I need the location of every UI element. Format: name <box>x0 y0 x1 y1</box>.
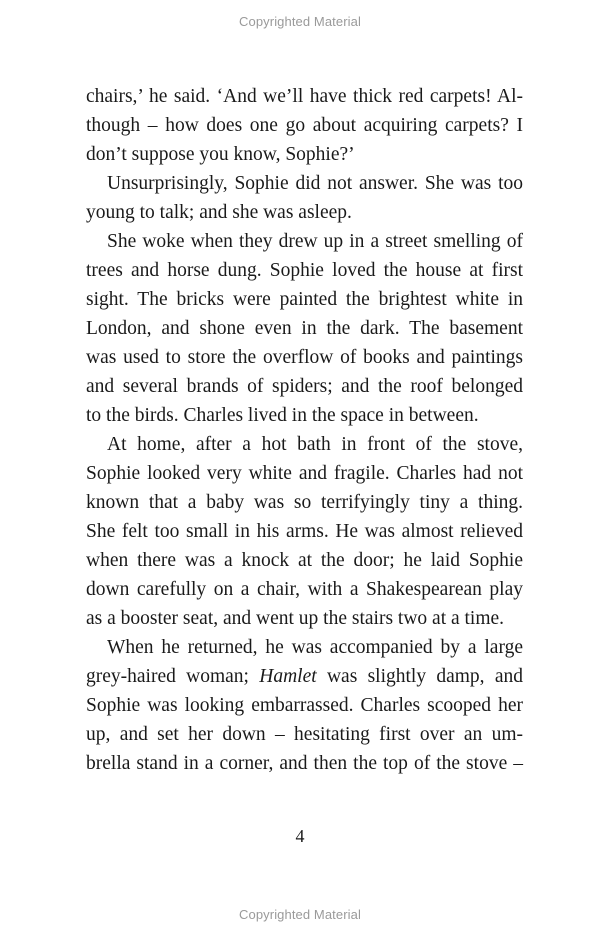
text-line: up, and set her down – hesitating first over an um- <box>86 724 523 745</box>
page-number: 4 <box>295 826 305 846</box>
text-line: Sophie looked very white and fragile. Charles had not <box>86 463 523 484</box>
paragraph-start-line: At home, after a hot bath in front of the stove, <box>107 434 523 455</box>
text-line: brella stand in a corner, and then the top of the stove – <box>86 753 523 774</box>
text-line: chairs,’ he said. ‘And we’ll have thick red carpets! Al- <box>86 86 523 107</box>
copyright-watermark-top: Copyrighted Material <box>239 14 361 29</box>
text-line: Sophie was looking embarrassed. Charles scooped her <box>86 695 523 716</box>
paragraph-start-line: When he returned, he was accompanied by a large <box>107 637 523 658</box>
text-run: was slightly damp, and <box>316 666 523 687</box>
text-line: trees and horse dung. Sophie loved the house at first <box>86 260 523 281</box>
text-line: young to talk; and she was asleep. <box>86 202 352 223</box>
text-line: down carefully on a chair, with a Shakespearean play <box>86 579 523 600</box>
text-line: She felt too small in his arms. He was almost relieved <box>86 521 523 542</box>
text-line: as a booster seat, and went up the stairs two at a time. <box>86 608 505 629</box>
text-line: though – how does one go about acquiring carpets? I <box>86 115 523 136</box>
text-line: London, and shone even in the dark. The basement <box>86 318 523 339</box>
text-line: don’t suppose you know, Sophie?’ <box>86 144 355 165</box>
text-line: was used to store the overflow of books and paintings <box>86 347 523 368</box>
text-line: to the birds. Charles lived in the space in between. <box>86 405 479 426</box>
body-text <box>86 82 523 778</box>
text-line: when there was a knock at the door; he laid Sophie <box>86 550 523 571</box>
text-line-with-italic <box>86 662 523 691</box>
text-run: grey-haired woman; <box>86 666 260 687</box>
italic-title-hamlet: Hamlet <box>259 666 317 687</box>
paragraph-start-line: Unsurprisingly, Sophie did not answer. She was too <box>107 173 523 194</box>
text-line: and several brands of spiders; and the roof belonged <box>86 376 523 397</box>
text-line: sight. The bricks were painted the brightest white in <box>86 289 523 310</box>
text-line: known that a baby was so terrifyingly tiny a thing. <box>86 492 523 513</box>
copyright-watermark-bottom: Copyrighted Material <box>239 907 361 922</box>
paragraph-start-line: She woke when they drew up in a street smelling of <box>107 231 523 252</box>
